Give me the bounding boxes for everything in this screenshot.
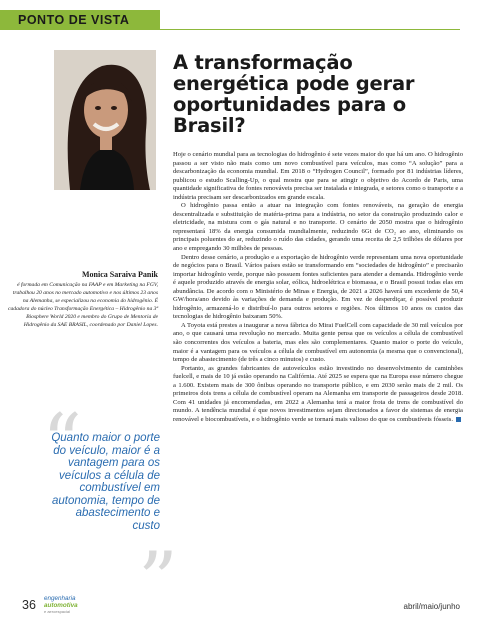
body-paragraph: O hidrogênio passa então a atuar na integração com fontes renováveis, na geração de energia descentralizada e substituição de matéria-prima para a indústria, no setor da construção produzindo calor e eletricidade, na mistura com o gás natural e no transporte. O cenário de 2050 mostra que o hidrogênio representará 18% da energia consumida mundialmente, reduzindo 6Gt de CO₂ ao ano, eliminando os principais poluentes do ar, reduzindo o ruído das cidades, gerando uma receita de 2,5 trilhões de dólares por ano e empregando 30 milhões de pessoas. bbox=[173, 202, 463, 253]
magazine-logo bbox=[44, 596, 104, 616]
close-quote-icon: ” bbox=[138, 536, 178, 626]
body-paragraph-last bbox=[173, 365, 463, 425]
page-number: 36 bbox=[22, 598, 36, 612]
header-rule bbox=[160, 29, 460, 30]
issue-date: abril/maio/junho bbox=[403, 602, 460, 611]
open-quote-icon: “ bbox=[42, 398, 82, 488]
logo-line-1: engenharia bbox=[44, 595, 76, 602]
author-info bbox=[8, 270, 158, 329]
body-paragraph-text: Portanto, as grandes fabricantes de autoveículos estão investindo no desenvolvimento de caminhões fuelcell, e mais de 10 já estão operando na Califórnia. Até 2025 se espera que na Europa esse número chegue a 1.600. Existem mais de 300 ônibus operando no transporte público, e em 2030 serão mais de 2 mil. Os primeiros dois trens a célula de combustível operam na Alemanha em transporte de passageiros desde 2018. Com 41 unidades já encomendadas, em 2022 a Alemanha terá a maior frota de trens de combustível do mundo. A tendência mundial é que novos investimentos sejam direcionados a favor de sistemas de energia renovável e biocombustíveis, e o hidrogênio verde se tornará mais valioso do que os combustíveis fósseis. bbox=[173, 364, 463, 423]
logo-line-3: e aeroespacial bbox=[44, 609, 71, 615]
author-bio: é formada em Comunicação na FAAP e em Marketing na FGV, trabalhou 20 anos no mercado automotivo e nos últimos 23 anos na Alemanha, se especializou na economia do hidrogênio. É cadadora do núcleo Transformação Energética – Hidrogênio na 3ª Biosphere World 2020 e membro do Grupo de Mentoria de Hidrogênio da SAE BRASIL, coordenado por Daniel Lopes. bbox=[8, 282, 158, 328]
section-title: PONTO DE VISTA bbox=[18, 13, 130, 27]
end-mark-icon bbox=[456, 417, 461, 422]
pullquote-text: Quanto maior o porte do veículo, maior é a vantagem para os veículos a célula de combustível em autonomia, tempo de abastecimento e custo bbox=[51, 432, 160, 532]
body-paragraph: Dentro desse cenário, a produção e a exportação de hidrogênio verde representam uma nova oportunidade de negócios para o Brasil. Vários países estão se transformando em “sociedades de hidrogênio” e precisarão importar hidrogênio verde, porque não possuem fontes suficientes para atender a demanda. Hidrogênio verde é aquele produzido através de energia solar, eólica, hidroelétrica e biomassa, e o Brasil possui todas elas em abundância. De acordo com o Ministério de Minas e Energia, de 2021 a 2026 haverá um excedente de 50,4 GW/hora/ano devido às variações de demanda e produção. Em vez de desperdiçar, é possível produzir hidrogênio, armazená-lo e distribuí-lo para outros setores e regiões. Nos últimos 10 anos os custos das tecnologias de hidrogênio baixaram 50%. bbox=[173, 253, 463, 321]
author-photo bbox=[54, 50, 156, 190]
article-headline: A transformação energética pode gerar oportunidades para o Brasil? bbox=[173, 51, 415, 137]
author-name: Monica Saraiva Panik bbox=[81, 270, 158, 279]
body-paragraph: A Toyota está prestes a inaugurar a nova fábrica do Mirai FuelCell com capacidade de 30 mil veículos por ano, o que causará uma revolução no mercado. Muita gente pensa que os veículos a célula de combustível são concorrentes dos veículos a bateria, mas eles são complementares. Quanto maior o porte do veículo, maior é a vantagem para os veículos a célula de combustível em autonomia (a mesma que o convencional), tempo de abastecimento (de três a cinco minutos) e custo. bbox=[173, 321, 463, 364]
logo-line-2: automotiva bbox=[44, 601, 78, 609]
body-paragraph: Hoje o cenário mundial para as tecnologias do hidrogênio é sete vezes maior do que há um ano. O hidrogênio passou a ser visto não mais como um novo combustível para veículos, mas como “A solução” para a descarbonização da economia mundial. Em 2018 o “Hydrogen Council”, formado por 81 indústrias líderes, publicou o estudo Scalling-Up, o qual mostra que para se atingir o objetivo do Acordo de Paris, uma quantidade significativa de fontes renováveis precisa ser instalada e integrada, e setores como o transporte e a indústria precisam ser descarbonizados em grande escala. bbox=[173, 151, 463, 201]
article-body bbox=[173, 151, 463, 425]
